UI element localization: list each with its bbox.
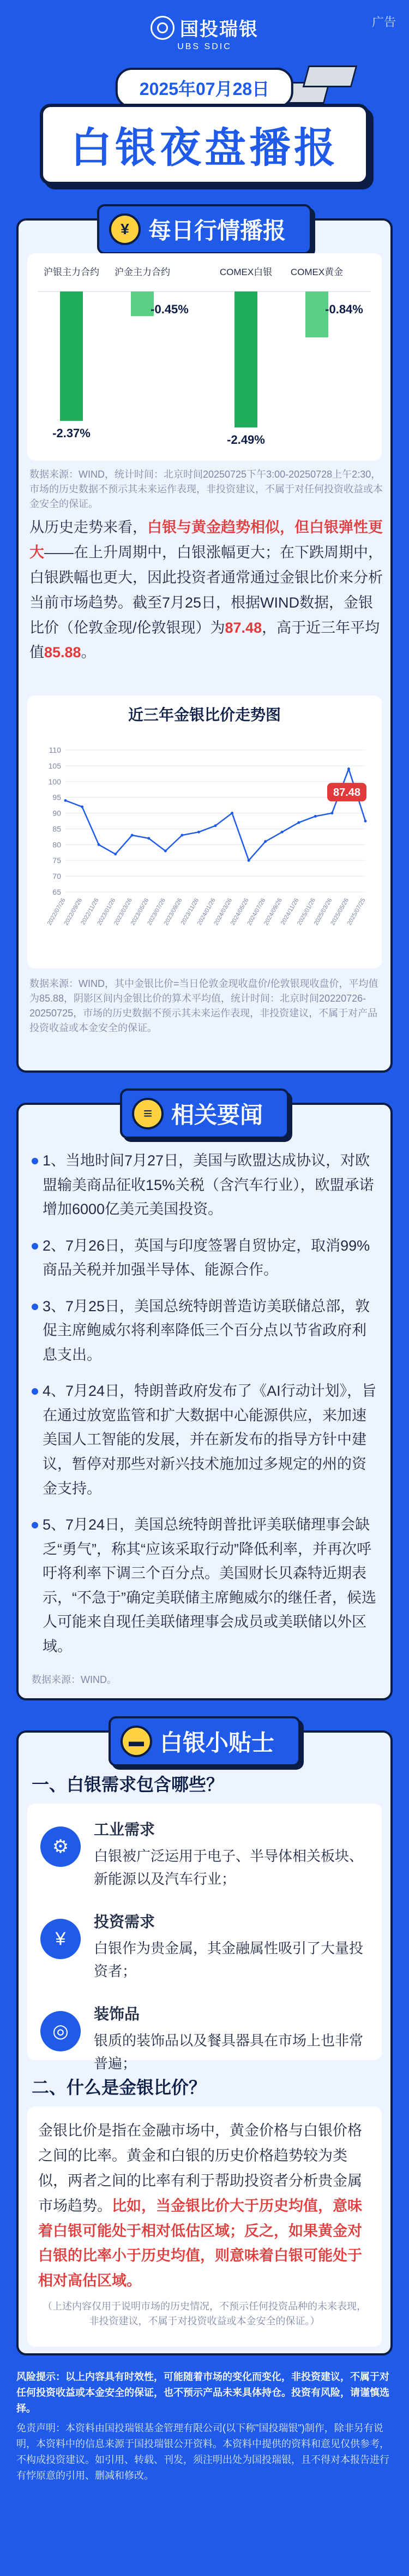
x-tick-label: 2024/09/26: [262, 897, 284, 927]
header: [0, 0, 409, 197]
ratio-explain: [38, 2119, 371, 2294]
footer: [16, 2369, 393, 2484]
ratio-point: [64, 799, 67, 802]
ratio-point: [197, 831, 200, 834]
bar-value-label: -2.49%: [227, 433, 265, 447]
x-tick-label: 2023/05/26: [129, 897, 151, 927]
ratio-average: 85.88: [44, 644, 81, 661]
news-heading-text: 相关要闻: [171, 1102, 263, 1128]
risk-warning: [16, 2369, 393, 2416]
tips-heading-text: 白银小贴士: [159, 1730, 275, 1756]
x-tick-label: 2022/11/26: [80, 897, 100, 926]
y-tick-label: 75: [52, 856, 61, 865]
y-tick-label: 65: [52, 888, 61, 896]
tips-heading: [109, 1716, 300, 1766]
ratio-point: [231, 812, 233, 814]
news-item: [32, 1513, 381, 1658]
x-tick-label: 2024/05/26: [229, 897, 250, 927]
x-tick-label: 2024/11/26: [279, 897, 300, 926]
news-source: 数据来源：WIND。: [32, 1674, 117, 1685]
brand-name: 国投瑞银: [180, 19, 258, 40]
bullet-icon: [32, 1158, 38, 1164]
bar-category-label: 沪银主力合约: [44, 267, 99, 277]
change-bar: [60, 291, 83, 421]
news-heading: [120, 1088, 289, 1139]
demand-item: [40, 1818, 369, 1890]
chart-note: 数据来源：WIND，其中金银比价=当日伦敦金现收盘价/伦敦银现收盘价，平均值为85.88，阴影区间内金银比价的算术平均值，统计时间：北京时间20220726-20250725，市场的历史数据不预示其未来运作表现，非投资建议，不属于对产品投资收益或本金安全的保证。: [29, 978, 378, 1033]
x-tick-label: 2023/01/26: [96, 897, 117, 927]
x-tick-label: 2023/07/26: [146, 897, 167, 927]
ratio-explain-panel: [27, 2107, 382, 2347]
news-item: [32, 1234, 381, 1282]
daily-heading: [97, 204, 312, 254]
news-list: [32, 1149, 381, 1670]
demand-body: 白银作为贵金属，其金融属性吸引了大量投资者；: [94, 1940, 364, 1979]
ratio-point: [314, 815, 317, 818]
disclaimer: 免责声明：本资料由国投瑞银基金管理有限公司(以下称"国投瑞银")制作，除非另有说明，本资料中的信息来源于国投瑞银公开资料。本资料中提供的资料和意见仅供参考，不构成投资建议。如引用、转载、刊发，须注明出处为国投瑞银，且不得对本报告进行有悖原意的引用、删减和修改。: [16, 2423, 389, 2481]
risk-label: 风险提示：: [16, 2371, 65, 2382]
chart-title: 近三年金银比价走势图: [128, 706, 281, 723]
demand-item: [40, 1910, 369, 1983]
x-tick-label: 2024/01/26: [196, 897, 217, 927]
bar-category-label: 沪金主力合约: [115, 267, 170, 277]
last-value-label: 87.48: [333, 787, 361, 799]
change-bar: [234, 291, 257, 427]
bar-value-label: -0.45%: [151, 302, 189, 316]
x-tick-label: 2024/03/26: [213, 897, 234, 927]
factory-icon: ⚙: [40, 1827, 81, 1867]
ratio-line: [65, 769, 365, 861]
y-tick-label: 105: [48, 761, 61, 770]
news-card: [16, 1103, 393, 1700]
history-paragraph: [29, 515, 384, 665]
q2-heading: 二、什么是金银比价？: [32, 2078, 207, 2097]
x-tick-label: 2023/09/26: [163, 897, 184, 927]
para-mid: ，高于近三年平均值: [29, 619, 380, 661]
ratio-point: [264, 840, 267, 843]
x-tick-label: 2023/11/26: [179, 897, 201, 926]
ratio-point: [214, 824, 217, 827]
news-item-text: 3、7月25日，美国总统特朗普造访美联储总部，敦促主席鲍威尔将利率降低三个百分点以节省政府利息支出。: [43, 1298, 370, 1363]
ratio-point: [330, 812, 333, 814]
bullet-icon: [32, 1243, 38, 1250]
demand-body: 白银被广泛运用于电子、半导体相关板块、新能源以及汽车行业；: [94, 1848, 364, 1887]
x-tick-label: 2022/09/26: [63, 897, 84, 927]
ratio-point: [181, 834, 183, 837]
bar-category-label: COMEX白银: [219, 267, 273, 277]
news-item-text: 5、7月24日，美国总统特朗普批评美联储理事会缺乏“勇气”，称其“应该采取行动”降低利率，并再次呼吁将利率下调三个百分点。美国财长贝森特近期表示，“不急于”确定美联储主席鲍威尔的继任者，候选人可能来自现任美联储理事会成员或美联储以外区域。: [43, 1516, 376, 1655]
ratio-point: [347, 768, 350, 770]
y-tick-label: 85: [52, 824, 61, 834]
tips-card: [16, 1730, 393, 2355]
demand-item: [40, 2002, 369, 2075]
ratio-explain-plain: 金银比价是指在金融市场中，黄金价格与白银价格之间的比率。黄金和白银的历史价格趋势较为类似，两者之间的比率有利于帮助投资者分析贵金属市场趋势。: [38, 2122, 362, 2214]
daily-heading-text: 每日行情播报: [148, 218, 286, 243]
y-tick-label: 95: [52, 793, 61, 802]
risk-text: 以上内容具有时效性，可能随着市场的变化而变化，非投资建议，不属于对任何投资收益或本金安全的保证，也不预示产品未来具体持仓。投资有风险，请谨慎选择。: [16, 2371, 389, 2414]
coin-icon: ¥: [109, 213, 141, 245]
ratio-point: [248, 859, 250, 862]
ratio-point: [114, 853, 117, 855]
news-item-text: 4、7月24日，特朗普政府发布了《AI行动计划》，旨在通过放宽监管和扩大数据中心能源供应，来加速美国人工智能的发展，并在新发布的指导方针中建议，暂停对那些对新兴技术施加过多规定的州的资金支持。: [43, 1383, 377, 1497]
ratio-chart-panel: [27, 695, 382, 968]
ratio-point: [147, 837, 150, 840]
ratio-explain-highlight: 比如，当金银比价大于历史均值，意味着白银可能处于相对低估区域；反之，如果黄金对白银的比率小于历史均值，则意味着白银可能处于相对高估区域。: [38, 2197, 362, 2289]
news-item: [32, 1294, 381, 1367]
y-tick-label: 110: [49, 746, 61, 754]
bullet-icon: [32, 1522, 38, 1528]
para-highlight: 白银与黄金趋势相似，但白银弹性更大: [29, 519, 383, 561]
y-tick-label: 80: [52, 840, 61, 849]
y-tick-label: 90: [52, 808, 61, 818]
q1-heading: 一、白银需求包含哪些？: [32, 1775, 224, 1794]
x-tick-label: 2025/07/25: [346, 897, 367, 927]
x-tick-label: 2024/07/26: [246, 897, 267, 927]
ratio-point: [131, 834, 134, 837]
newspaper-icon: ≡: [132, 1098, 164, 1129]
demand-title: 工业需求: [94, 1821, 155, 1838]
ratio-explain-note: （上述内容仅用于说明市场的历史情况，不预示任何投资品种的未来表现，非投资建议，不属于对投资收益或本金安全的保证。）: [43, 2301, 366, 2327]
x-tick-label: 2023/03/26: [112, 897, 134, 927]
ratio-point: [364, 820, 367, 823]
x-tick-label: 2025/01/26: [296, 897, 317, 927]
ad-tag: 广告: [371, 15, 396, 29]
ratio-point: [281, 831, 284, 834]
ratio-point: [98, 843, 100, 846]
silver-bar-icon: ▬: [121, 1726, 152, 1757]
silver-bar-icon: [303, 66, 358, 87]
bar-value-label: -2.37%: [52, 426, 91, 440]
news-item-text: 2、7月26日，英国与印度签署自贸协定，取消99%商品关税并加强半导体、能源合作。: [43, 1237, 370, 1278]
daily-card: [16, 218, 393, 1073]
ratio-value: 87.48: [225, 619, 262, 636]
ratio-point: [81, 806, 83, 808]
para-prefix: 从历史走势来看，: [29, 519, 147, 536]
demand-title: 装饰品: [94, 2006, 140, 2023]
ring-icon: ◎: [40, 2011, 81, 2051]
page-title: 白银夜盘播报: [40, 104, 369, 185]
bullet-icon: [32, 1388, 38, 1395]
demand-panel: [27, 1804, 382, 2072]
bullet-icon: [32, 1304, 38, 1310]
x-tick-label: 2025/03/26: [312, 897, 334, 927]
daily-source: 数据来源：WIND，统计时间：北京时间20250725下午3:00-20250728上午2:30，市场的历史数据不预示其未来运作表现，非投资建议，不属于对任何投资收益或本金安全的保证。: [29, 469, 383, 509]
change-charts-panel: [27, 253, 382, 461]
y-tick-label: 70: [52, 872, 61, 881]
change-bars-svg: [27, 253, 382, 461]
bar-value-label: -0.84%: [325, 302, 363, 316]
date-pill: 2025年07月28日: [116, 68, 293, 108]
brand-mark-icon: [151, 16, 175, 40]
x-tick-label: 2025/05/26: [329, 897, 351, 927]
demand-title: 投资需求: [94, 1913, 155, 1931]
para-end: 。: [81, 644, 96, 661]
news-item: [32, 1149, 381, 1222]
para-rest: ——在上升周期中，白银涨幅更大；在下跌周期中，白银跌幅也更大，因此投资者通常通过金银比价来分析当前市场趋势。截至7月25日，根据WIND数据，金银比价（伦敦金现/伦敦银现）为: [29, 544, 383, 636]
brand-logo: [151, 14, 258, 52]
brand-sub: UBS SDIC: [177, 42, 232, 51]
bar-category-label: COMEX黄金: [290, 267, 344, 277]
news-item: [32, 1379, 381, 1501]
y-tick-label: 100: [48, 777, 61, 786]
demand-body: 银质的装饰品以及餐具器具在市场上也非常普遍；: [94, 2032, 364, 2072]
news-item-text: 1、当地时间7月27日，美国与欧盟达成协议，对欧盟输美商品征收15%关税（含汽车行业），欧盟承诺增加6000亿美元美国投资。: [43, 1152, 374, 1218]
ratio-line-chart: [27, 728, 382, 968]
yen-icon: ¥: [40, 1919, 81, 1959]
ratio-point: [164, 849, 167, 852]
ratio-point: [297, 821, 300, 824]
x-tick-label: 2022/07/26: [46, 897, 67, 927]
